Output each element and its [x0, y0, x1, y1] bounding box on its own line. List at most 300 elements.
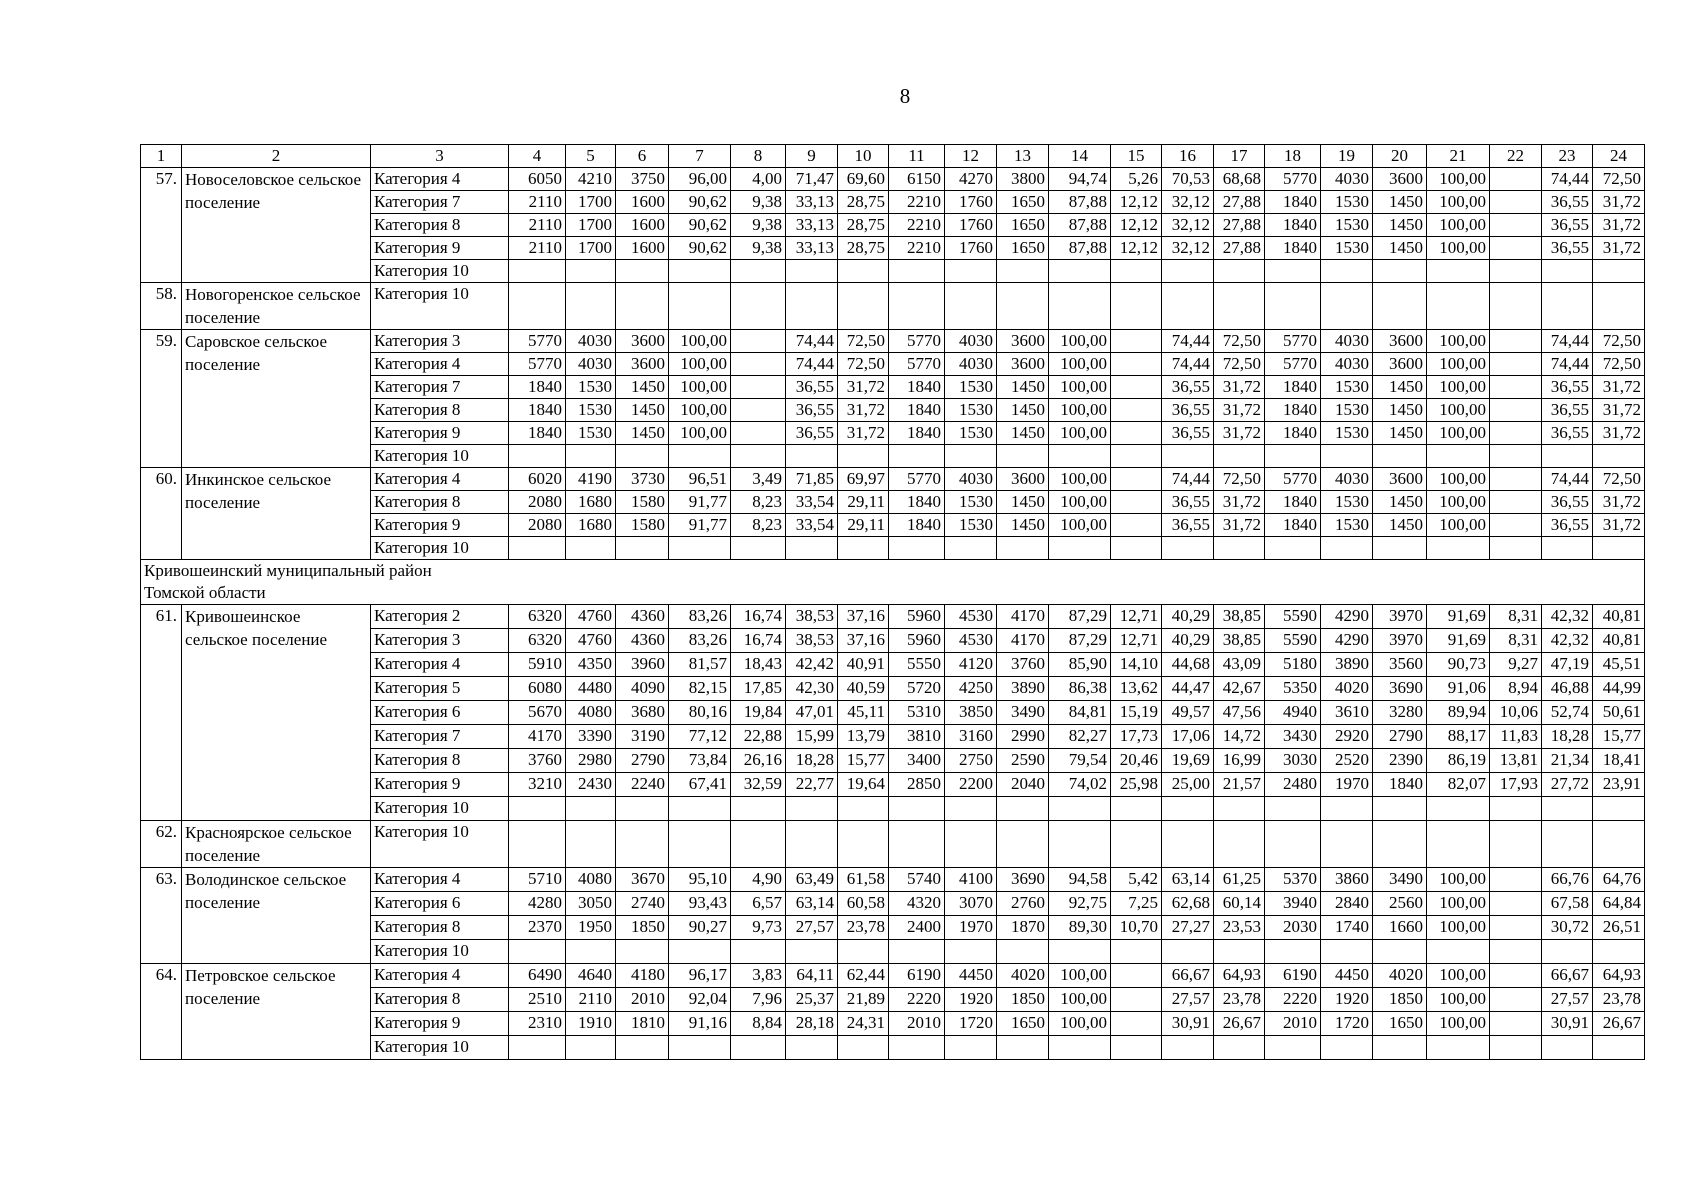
value-cell: 3490 [997, 701, 1049, 725]
value-cell: 100,00 [1427, 214, 1490, 237]
value-cell [669, 797, 731, 821]
value-cell [889, 797, 945, 821]
value-cell: 3690 [997, 868, 1049, 892]
value-cell: 2790 [616, 749, 669, 773]
value-cell: 4530 [945, 605, 997, 629]
value-cell [1049, 537, 1111, 560]
value-cell: 2850 [889, 773, 945, 797]
value-cell: 3030 [1265, 749, 1321, 773]
value-cell [1162, 940, 1214, 964]
value-cell: 36,55 [786, 376, 838, 399]
value-cell: 27,88 [1214, 214, 1265, 237]
value-cell [731, 797, 786, 821]
value-cell: 21,89 [838, 988, 889, 1012]
value-cell: 19,84 [731, 701, 786, 725]
category-cell: Категория 3 [371, 629, 509, 653]
value-cell: 44,47 [1162, 677, 1214, 701]
value-cell: 31,72 [1593, 422, 1645, 445]
value-cell: 14,72 [1214, 725, 1265, 749]
value-cell: 3490 [1373, 868, 1427, 892]
value-cell: 31,72 [1593, 376, 1645, 399]
value-cell [669, 940, 731, 964]
value-cell: 5960 [889, 629, 945, 653]
settlement-name: Саровское сельское поселение [182, 330, 371, 468]
value-cell: 1840 [1265, 514, 1321, 537]
value-cell: 2920 [1321, 725, 1373, 749]
value-cell [1162, 1036, 1214, 1060]
settlement-name: Володинское сельское поселение [182, 868, 371, 964]
value-cell: 1530 [1321, 376, 1373, 399]
value-cell: 60,58 [838, 892, 889, 916]
value-cell [1111, 797, 1162, 821]
value-cell: 26,67 [1214, 1012, 1265, 1036]
value-cell [1321, 445, 1373, 468]
value-cell: 1530 [945, 376, 997, 399]
value-cell: 13,81 [1490, 749, 1542, 773]
value-cell: 64,84 [1593, 892, 1645, 916]
value-cell [1321, 797, 1373, 821]
value-cell: 2010 [616, 988, 669, 1012]
value-cell: 15,99 [786, 725, 838, 749]
value-cell [838, 1036, 889, 1060]
value-cell: 5770 [1265, 353, 1321, 376]
value-cell: 91,69 [1427, 629, 1490, 653]
value-cell [1490, 353, 1542, 376]
value-cell: 36,55 [1542, 237, 1593, 260]
value-cell: 38,85 [1214, 629, 1265, 653]
value-cell: 100,00 [1427, 514, 1490, 537]
value-cell: 3850 [945, 701, 997, 725]
header-cell: 10 [838, 145, 889, 168]
value-cell [1111, 376, 1162, 399]
value-cell: 3730 [616, 468, 669, 491]
value-cell [731, 537, 786, 560]
value-cell: 87,29 [1049, 605, 1111, 629]
row-number: 62. [141, 821, 182, 868]
value-cell [1490, 916, 1542, 940]
value-cell: 2210 [889, 214, 945, 237]
value-cell: 31,72 [1593, 491, 1645, 514]
value-cell: 100,00 [1049, 964, 1111, 988]
value-cell [1111, 514, 1162, 537]
value-cell: 5350 [1265, 677, 1321, 701]
value-cell: 4190 [566, 468, 616, 491]
value-cell: 1840 [509, 376, 566, 399]
header-cell: 18 [1265, 145, 1321, 168]
value-cell [1162, 445, 1214, 468]
value-cell: 4030 [1321, 168, 1373, 191]
value-cell: 5740 [889, 868, 945, 892]
value-cell [566, 260, 616, 283]
value-cell: 31,72 [1214, 422, 1265, 445]
value-cell [1490, 168, 1542, 191]
value-cell: 4760 [566, 605, 616, 629]
header-cell: 20 [1373, 145, 1427, 168]
value-cell: 1720 [1321, 1012, 1373, 1036]
value-cell: 100,00 [1427, 191, 1490, 214]
value-cell: 5770 [1265, 168, 1321, 191]
value-cell: 4290 [1321, 629, 1373, 653]
value-cell: 91,77 [669, 491, 731, 514]
value-cell: 32,12 [1162, 214, 1214, 237]
value-cell: 1840 [1265, 376, 1321, 399]
value-cell: 21,34 [1542, 749, 1593, 773]
value-cell: 47,19 [1542, 653, 1593, 677]
category-cell: Категория 8 [371, 399, 509, 422]
value-cell [1111, 1036, 1162, 1060]
value-cell: 36,55 [786, 422, 838, 445]
value-cell: 1530 [1321, 399, 1373, 422]
value-cell: 5770 [509, 330, 566, 353]
value-cell: 82,15 [669, 677, 731, 701]
value-cell: 5670 [509, 701, 566, 725]
value-cell [1593, 283, 1645, 330]
value-cell: 27,57 [1162, 988, 1214, 1012]
value-cell: 2200 [945, 773, 997, 797]
value-cell: 91,16 [669, 1012, 731, 1036]
value-cell [838, 537, 889, 560]
value-cell: 4080 [566, 701, 616, 725]
value-cell: 100,00 [1049, 988, 1111, 1012]
value-cell: 96,51 [669, 468, 731, 491]
value-cell: 4480 [566, 677, 616, 701]
value-cell: 22,88 [731, 725, 786, 749]
value-cell: 3600 [1373, 168, 1427, 191]
category-cell: Категория 8 [371, 749, 509, 773]
value-cell: 3800 [997, 168, 1049, 191]
value-cell [731, 260, 786, 283]
value-cell: 46,88 [1542, 677, 1593, 701]
value-cell [838, 821, 889, 868]
value-cell: 100,00 [1427, 237, 1490, 260]
value-cell [731, 283, 786, 330]
value-cell: 3600 [1373, 353, 1427, 376]
value-cell: 1450 [1373, 491, 1427, 514]
value-cell: 15,77 [1593, 725, 1645, 749]
value-cell: 17,85 [731, 677, 786, 701]
table-row [141, 468, 1645, 491]
category-cell: Категория 7 [371, 191, 509, 214]
value-cell: 16,74 [731, 605, 786, 629]
table-row [141, 168, 1645, 191]
value-cell [1490, 260, 1542, 283]
value-cell [1162, 797, 1214, 821]
value-cell [1373, 940, 1427, 964]
row-number: 58. [141, 283, 182, 330]
value-cell [616, 537, 669, 560]
value-cell: 9,38 [731, 214, 786, 237]
value-cell: 61,58 [838, 868, 889, 892]
header-cell: 19 [1321, 145, 1373, 168]
value-cell: 100,00 [1427, 892, 1490, 916]
value-cell [997, 1036, 1049, 1060]
value-cell: 96,17 [669, 964, 731, 988]
value-cell: 3810 [889, 725, 945, 749]
value-cell: 31,72 [1214, 514, 1265, 537]
settlement-name: Кривошеинское сельское поселение [182, 605, 371, 821]
value-cell: 87,88 [1049, 191, 1111, 214]
value-cell: 2840 [1321, 892, 1373, 916]
value-cell: 3670 [616, 868, 669, 892]
value-cell: 23,78 [1593, 988, 1645, 1012]
value-cell: 2110 [509, 214, 566, 237]
value-cell: 31,72 [1593, 514, 1645, 537]
value-cell: 92,04 [669, 988, 731, 1012]
value-cell [1373, 260, 1427, 283]
value-cell: 1530 [1321, 191, 1373, 214]
value-cell: 85,90 [1049, 653, 1111, 677]
value-cell [1593, 821, 1645, 868]
value-cell: 1450 [1373, 237, 1427, 260]
value-cell: 100,00 [1427, 964, 1490, 988]
row-number: 59. [141, 330, 182, 468]
value-cell: 4760 [566, 629, 616, 653]
value-cell [945, 821, 997, 868]
value-cell: 25,00 [1162, 773, 1214, 797]
value-cell: 1840 [889, 376, 945, 399]
value-cell: 1700 [566, 191, 616, 214]
value-cell: 27,57 [786, 916, 838, 940]
value-cell [1427, 821, 1490, 868]
value-cell: 74,44 [786, 353, 838, 376]
value-cell: 2760 [997, 892, 1049, 916]
value-cell: 37,16 [838, 605, 889, 629]
value-cell: 3160 [945, 725, 997, 749]
value-cell: 1840 [889, 422, 945, 445]
value-cell [566, 797, 616, 821]
value-cell: 40,59 [838, 677, 889, 701]
value-cell: 31,72 [1214, 376, 1265, 399]
value-cell: 74,02 [1049, 773, 1111, 797]
value-cell: 100,00 [1427, 988, 1490, 1012]
value-cell: 3860 [1321, 868, 1373, 892]
value-cell [1049, 283, 1111, 330]
value-cell [838, 797, 889, 821]
value-cell: 2430 [566, 773, 616, 797]
value-cell: 2210 [889, 191, 945, 214]
value-cell: 40,29 [1162, 629, 1214, 653]
value-cell [1111, 940, 1162, 964]
value-cell: 5,42 [1111, 868, 1162, 892]
value-cell: 23,78 [838, 916, 889, 940]
value-cell [1490, 821, 1542, 868]
value-cell: 2590 [997, 749, 1049, 773]
value-cell [1373, 445, 1427, 468]
value-cell: 3600 [1373, 468, 1427, 491]
value-cell [1490, 214, 1542, 237]
value-cell [566, 283, 616, 330]
value-cell: 83,26 [669, 629, 731, 653]
value-cell: 3,49 [731, 468, 786, 491]
value-cell: 4,90 [731, 868, 786, 892]
category-cell: Категория 4 [371, 168, 509, 191]
value-cell: 6050 [509, 168, 566, 191]
value-cell: 19,64 [838, 773, 889, 797]
value-cell: 90,62 [669, 237, 731, 260]
value-cell [889, 821, 945, 868]
value-cell: 42,42 [786, 653, 838, 677]
category-cell: Категория 10 [371, 1036, 509, 1060]
header-cell: 1 [141, 145, 182, 168]
value-cell: 1530 [945, 514, 997, 537]
header-cell: 6 [616, 145, 669, 168]
value-cell: 1760 [945, 191, 997, 214]
value-cell: 64,93 [1214, 964, 1265, 988]
value-cell: 38,53 [786, 605, 838, 629]
value-cell: 45,51 [1593, 653, 1645, 677]
value-cell: 3890 [997, 677, 1049, 701]
value-cell [1321, 1036, 1373, 1060]
value-cell [731, 353, 786, 376]
value-cell: 4450 [945, 964, 997, 988]
value-cell: 64,11 [786, 964, 838, 988]
value-cell: 100,00 [1427, 399, 1490, 422]
value-cell [1490, 988, 1542, 1012]
value-cell: 1840 [1265, 422, 1321, 445]
category-cell: Категория 6 [371, 701, 509, 725]
value-cell: 2240 [616, 773, 669, 797]
value-cell [1111, 283, 1162, 330]
value-cell: 13,62 [1111, 677, 1162, 701]
value-cell: 4280 [509, 892, 566, 916]
value-cell: 2980 [566, 749, 616, 773]
value-cell: 72,50 [1593, 330, 1645, 353]
value-cell [1214, 797, 1265, 821]
category-cell: Категория 9 [371, 1012, 509, 1036]
value-cell [1265, 1036, 1321, 1060]
value-cell: 100,00 [1049, 399, 1111, 422]
value-cell [1049, 797, 1111, 821]
value-cell [945, 940, 997, 964]
value-cell: 1840 [889, 514, 945, 537]
category-cell: Категория 10 [371, 537, 509, 560]
value-cell: 1450 [1373, 422, 1427, 445]
value-cell [1490, 537, 1542, 560]
value-cell [1490, 892, 1542, 916]
value-cell [1593, 797, 1645, 821]
value-cell: 5310 [889, 701, 945, 725]
value-cell: 36,55 [1542, 376, 1593, 399]
value-cell [1542, 821, 1593, 868]
value-cell [1265, 797, 1321, 821]
header-cell: 7 [669, 145, 731, 168]
row-number: 60. [141, 468, 182, 560]
value-cell [509, 821, 566, 868]
value-cell [786, 537, 838, 560]
value-cell: 1650 [1373, 1012, 1427, 1036]
value-cell: 66,67 [1162, 964, 1214, 988]
value-cell [889, 1036, 945, 1060]
value-cell: 2080 [509, 514, 566, 537]
value-cell: 1530 [945, 399, 997, 422]
value-cell: 3750 [616, 168, 669, 191]
value-cell [1214, 283, 1265, 330]
value-cell: 81,57 [669, 653, 731, 677]
value-cell: 63,49 [786, 868, 838, 892]
value-cell: 43,09 [1214, 653, 1265, 677]
value-cell: 64,93 [1593, 964, 1645, 988]
value-cell: 27,72 [1542, 773, 1593, 797]
value-cell: 4320 [889, 892, 945, 916]
value-cell: 3070 [945, 892, 997, 916]
value-cell: 1600 [616, 237, 669, 260]
value-cell: 4180 [616, 964, 669, 988]
value-cell: 90,62 [669, 191, 731, 214]
value-cell: 3940 [1265, 892, 1321, 916]
settlement-name: Красноярское сельское поселение [182, 821, 371, 868]
value-cell: 1650 [997, 1012, 1049, 1036]
value-cell: 77,12 [669, 725, 731, 749]
value-cell: 71,85 [786, 468, 838, 491]
value-cell [669, 445, 731, 468]
value-cell [1490, 940, 1542, 964]
value-cell: 1450 [997, 422, 1049, 445]
value-cell: 6020 [509, 468, 566, 491]
value-cell: 4,00 [731, 168, 786, 191]
value-cell: 6150 [889, 168, 945, 191]
category-cell: Категория 6 [371, 892, 509, 916]
value-cell: 31,72 [1593, 399, 1645, 422]
value-cell: 3,83 [731, 964, 786, 988]
value-cell: 49,57 [1162, 701, 1214, 725]
value-cell: 36,55 [1542, 514, 1593, 537]
value-cell: 1450 [997, 491, 1049, 514]
table-row [141, 821, 1645, 868]
value-cell: 24,31 [838, 1012, 889, 1036]
value-cell: 66,67 [1542, 964, 1593, 988]
value-cell: 5180 [1265, 653, 1321, 677]
value-cell: 31,72 [838, 399, 889, 422]
value-cell: 26,67 [1593, 1012, 1645, 1036]
value-cell: 4350 [566, 653, 616, 677]
value-cell: 1870 [997, 916, 1049, 940]
value-cell: 2390 [1373, 749, 1427, 773]
value-cell: 70,53 [1162, 168, 1214, 191]
value-cell: 2560 [1373, 892, 1427, 916]
value-cell: 72,50 [1214, 468, 1265, 491]
value-cell: 1840 [509, 399, 566, 422]
value-cell: 10,06 [1490, 701, 1542, 725]
value-cell: 100,00 [669, 353, 731, 376]
value-cell [945, 1036, 997, 1060]
header-cell: 11 [889, 145, 945, 168]
value-cell: 1660 [1373, 916, 1427, 940]
value-cell [669, 260, 731, 283]
value-cell: 4170 [997, 605, 1049, 629]
value-cell: 28,75 [838, 191, 889, 214]
value-cell: 1450 [1373, 376, 1427, 399]
value-cell: 93,43 [669, 892, 731, 916]
value-cell: 28,18 [786, 1012, 838, 1036]
value-cell: 33,13 [786, 191, 838, 214]
value-cell [1542, 1036, 1593, 1060]
value-cell [616, 1036, 669, 1060]
value-cell: 42,67 [1214, 677, 1265, 701]
header-cell: 17 [1214, 145, 1265, 168]
value-cell: 4030 [1321, 353, 1373, 376]
value-cell: 32,12 [1162, 237, 1214, 260]
value-cell: 87,88 [1049, 237, 1111, 260]
value-cell: 1530 [1321, 237, 1373, 260]
value-cell [1162, 821, 1214, 868]
value-cell: 32,12 [1162, 191, 1214, 214]
value-cell: 27,88 [1214, 237, 1265, 260]
value-cell [566, 821, 616, 868]
value-cell: 6190 [889, 964, 945, 988]
value-cell [1490, 797, 1542, 821]
value-cell: 4270 [945, 168, 997, 191]
value-cell: 4640 [566, 964, 616, 988]
